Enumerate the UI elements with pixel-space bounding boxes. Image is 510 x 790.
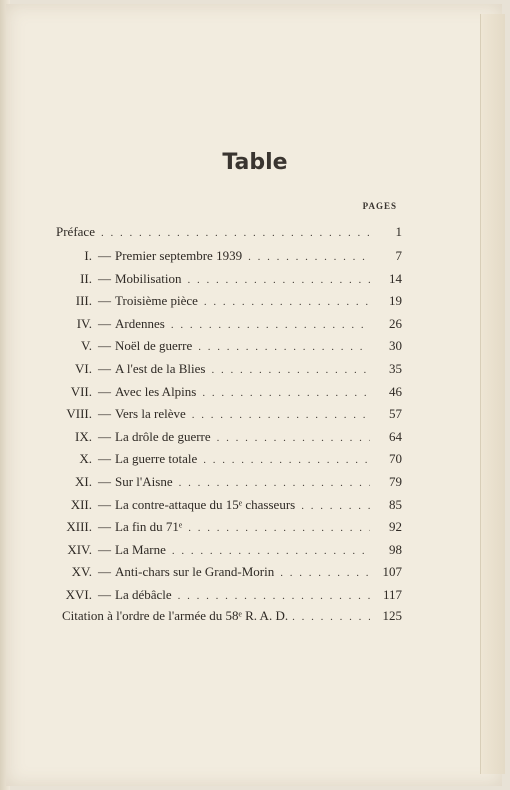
toc-chapter-number: XI. xyxy=(75,474,92,489)
dot-leader xyxy=(198,341,370,353)
toc-dash: — xyxy=(98,338,111,354)
toc-dash: — xyxy=(98,406,111,422)
toc-page-number: 1 xyxy=(395,224,402,239)
toc-entry-row xyxy=(40,542,402,560)
dot-leader xyxy=(179,477,370,489)
toc-dash: — xyxy=(98,315,111,331)
toc-page-number: 85 xyxy=(389,496,402,512)
toc-dash: — xyxy=(98,496,111,512)
toc-entry-row xyxy=(40,271,402,289)
toc-entry-row xyxy=(40,293,402,311)
toc-dash: — xyxy=(98,270,111,286)
dot-leader xyxy=(192,409,370,421)
toc-chapter-number: IX. xyxy=(75,428,92,444)
toc-label: Premier septembre 1939 xyxy=(115,248,243,263)
dot-leader xyxy=(178,590,370,602)
toc-dash: — xyxy=(98,474,111,489)
toc-entry-row xyxy=(40,248,402,266)
toc-label: Mobilisation xyxy=(115,270,182,286)
toc-label: La guerre totale xyxy=(115,451,198,467)
toc-chapter-number: II. xyxy=(80,270,92,286)
toc-chapter-number: V. xyxy=(81,338,92,354)
dot-leader xyxy=(204,296,370,308)
toc-dash: — xyxy=(98,383,111,399)
dot-leader xyxy=(211,364,370,376)
toc-page-number: 70 xyxy=(389,451,402,467)
toc-chapter-number: VII. xyxy=(70,383,92,399)
dot-leader xyxy=(188,522,370,534)
toc-label: Vers la relève xyxy=(115,406,186,422)
toc-label: A l'est de la Blies xyxy=(115,361,206,376)
dot-leader xyxy=(202,387,370,399)
toc-dash: — xyxy=(98,361,111,376)
toc-label: Anti-chars sur le Grand-Morin xyxy=(115,564,275,580)
toc-entry-row xyxy=(40,316,402,334)
toc-page-number: 7 xyxy=(395,248,402,263)
dot-leader xyxy=(172,545,370,557)
toc-label: Citation à l'ordre de l'armée du 58ᵉ R. A. D. xyxy=(62,608,289,623)
toc-dash: — xyxy=(98,293,111,309)
toc-label: La fin du 71ᵉ xyxy=(115,519,183,535)
toc-chapter-number: IV. xyxy=(76,315,92,331)
toc-dash: — xyxy=(98,564,111,580)
toc-page-number: 46 xyxy=(389,383,402,399)
toc-dash: — xyxy=(98,248,111,263)
toc-entry-row xyxy=(40,519,402,537)
toc-dash: — xyxy=(98,541,111,557)
toc-dash: — xyxy=(98,451,111,467)
toc-chapter-number: VIII. xyxy=(66,406,92,422)
toc-page-number: 107 xyxy=(382,564,402,580)
toc-chapter-number: XII. xyxy=(70,496,92,512)
toc-label: Préface xyxy=(56,224,95,239)
toc-page-number: 26 xyxy=(389,315,402,331)
toc-page-number: 30 xyxy=(389,338,402,354)
toc-preface-row xyxy=(40,224,402,242)
toc-entry-row xyxy=(40,361,402,379)
toc-dash: — xyxy=(98,519,111,535)
toc-chapter-number: III. xyxy=(75,293,92,309)
toc-page-number: 35 xyxy=(389,361,402,376)
toc-page-number: 64 xyxy=(389,428,402,444)
toc-entry-row xyxy=(40,338,402,356)
dot-leader xyxy=(292,611,370,623)
toc-entry-row xyxy=(40,497,402,515)
toc-page-number: 79 xyxy=(389,474,402,489)
toc-entry-row xyxy=(40,429,402,447)
toc-dash: — xyxy=(98,428,111,444)
page-right-edge xyxy=(480,14,505,774)
toc-entry-row xyxy=(40,384,402,402)
toc-chapter-number: XIV. xyxy=(67,541,92,557)
dot-leader xyxy=(301,500,370,512)
toc-citation-row xyxy=(40,608,402,626)
toc-chapter-number: XV. xyxy=(71,564,92,580)
toc-chapter-number: XVI. xyxy=(65,587,92,602)
toc-entry-row xyxy=(40,451,402,469)
pages-column-header: PAGES xyxy=(362,201,397,211)
toc-page-number: 57 xyxy=(389,406,402,422)
dot-leader xyxy=(171,319,370,331)
toc-label: La débâcle xyxy=(115,587,172,602)
dot-leader xyxy=(101,227,370,239)
toc-entry-row xyxy=(40,587,402,605)
toc-entry-row xyxy=(40,406,402,424)
toc-label: La drôle de guerre xyxy=(115,428,211,444)
toc-label: Noël de guerre xyxy=(115,338,193,354)
toc-page-number: 19 xyxy=(389,293,402,309)
toc-entry-row xyxy=(40,564,402,582)
dot-leader xyxy=(203,454,370,466)
toc-page-number: 125 xyxy=(382,608,402,623)
toc-label: La contre-attaque du 15ᵉ chasseurs xyxy=(115,496,296,512)
dot-leader xyxy=(187,274,370,286)
toc-dash: — xyxy=(98,587,111,602)
toc-label: Troisième pièce xyxy=(115,293,198,309)
toc-label: Ardennes xyxy=(115,315,165,331)
toc-page-number: 14 xyxy=(389,270,402,286)
dot-leader xyxy=(248,251,370,263)
toc-label: La Marne xyxy=(115,541,166,557)
toc-entry-row xyxy=(40,474,402,492)
toc-page-number: 92 xyxy=(389,519,402,535)
toc-label: Sur l'Aisne xyxy=(115,474,173,489)
page-title: Table xyxy=(222,150,288,175)
toc-chapter-number: VI. xyxy=(75,361,92,376)
toc-label: Avec les Alpins xyxy=(115,383,197,399)
toc-chapter-number: XIII. xyxy=(66,519,92,535)
dot-leader xyxy=(217,432,370,444)
toc-chapter-number: I. xyxy=(84,248,92,263)
toc-page-number: 117 xyxy=(382,587,402,602)
dot-leader xyxy=(280,567,370,579)
toc-chapter-number: X. xyxy=(79,451,92,467)
toc-page-number: 98 xyxy=(389,541,402,557)
